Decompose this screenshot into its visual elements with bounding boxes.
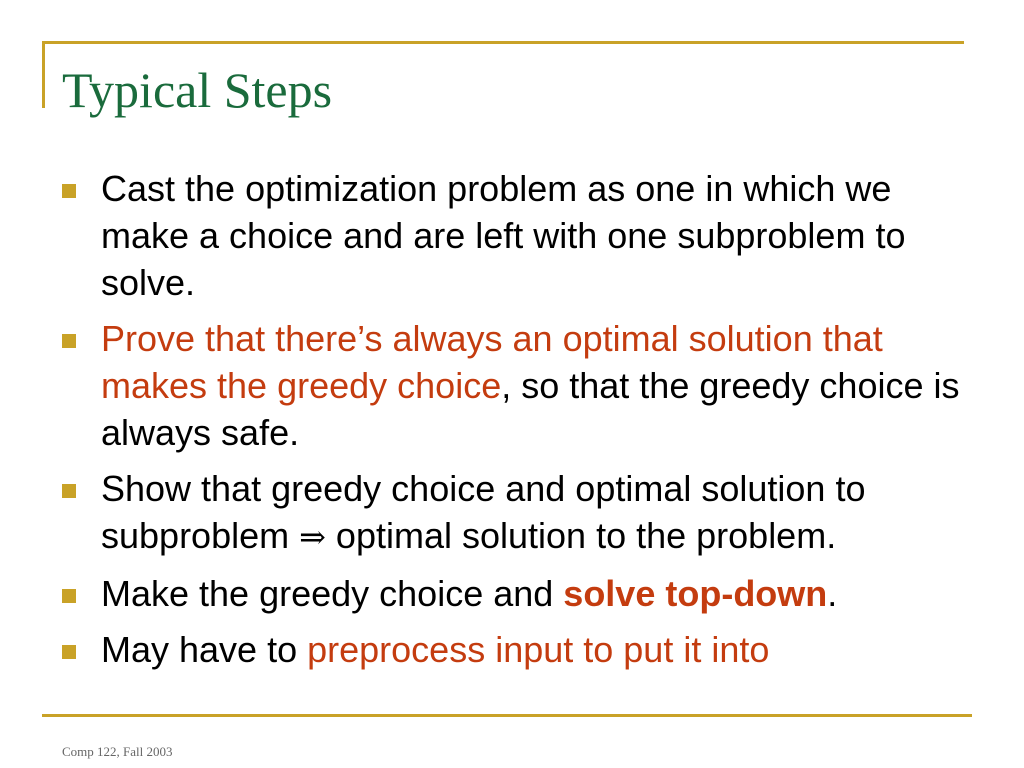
bullet-2-text: , so that the greedy choice is always safe. <box>101 365 960 453</box>
bullet-3-text-before: Show that greedy choice and optimal solution to subproblem <box>101 468 866 556</box>
slide-footer: Comp 122, Fall 2003 <box>62 744 173 759</box>
implies-arrow-icon: ⇒ <box>299 518 326 556</box>
bullet-item-4 <box>62 570 962 617</box>
bullet-1-text: Cast the optimization problem as one in which we make a choice and are left with one subproblem to solve. <box>101 168 906 303</box>
bullet-item-5 <box>62 626 962 673</box>
title-rule-top <box>42 41 964 44</box>
bullet-list <box>62 165 962 682</box>
bullet-item-1 <box>62 165 962 306</box>
slide-title: Typical Steps <box>62 62 333 118</box>
bullet-5-highlight: preprocess input to put it into <box>307 629 770 670</box>
bullet-4-highlight: solve top-down <box>563 573 828 614</box>
square-bullet-icon <box>62 484 76 498</box>
bullet-4-text-after: . <box>827 573 838 614</box>
square-bullet-icon <box>62 184 76 198</box>
bullet-3-text-after: optimal solution to the problem. <box>325 515 837 556</box>
bullet-item-3 <box>62 465 962 561</box>
square-bullet-icon <box>62 334 76 348</box>
square-bullet-icon <box>62 645 76 659</box>
bullet-2-highlight: Prove that there’s always an optimal solution that makes the greedy choice <box>101 318 883 406</box>
bullet-item-2 <box>62 315 962 456</box>
square-bullet-icon <box>62 589 76 603</box>
bullet-5-text-before: May have to <box>101 629 308 670</box>
bullet-4-text-before: Make the greedy choice and <box>101 573 564 614</box>
title-rule-left <box>42 41 45 108</box>
footer-rule <box>42 714 972 717</box>
